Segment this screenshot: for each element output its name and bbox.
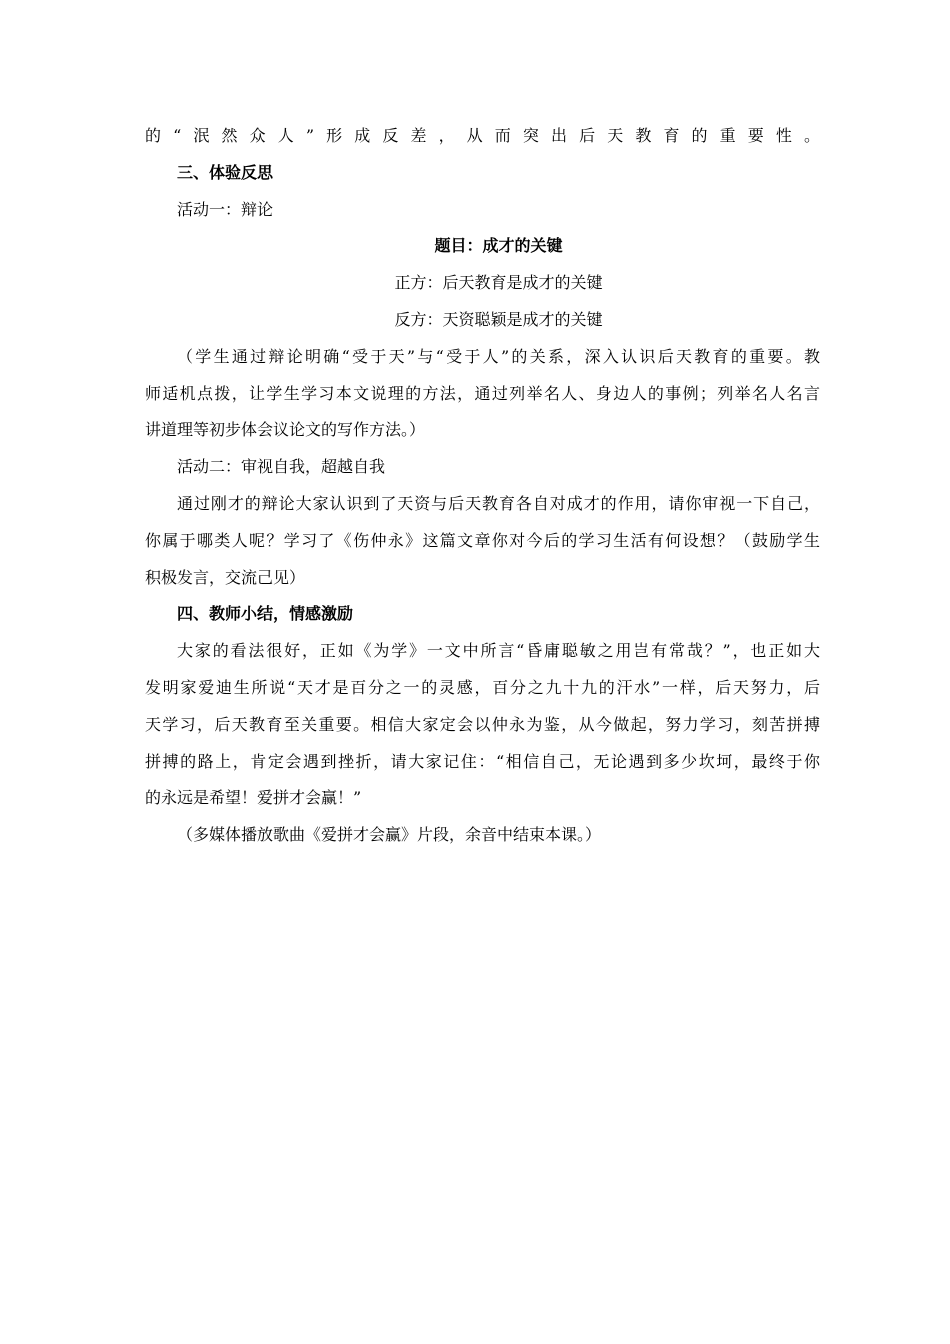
- paragraph-line: （学生通过辩论明确“受于天”与“受于人”的关系，深入认识后天教育的重要。教: [177, 346, 820, 366]
- paragraph-line: 你属于哪类人呢？学习了《伤仲永》这篇文章你对今后的学习生活有何设想？（鼓励学生: [145, 530, 820, 550]
- paragraph-line: 的“泯然众人”形成反差，从而突出后天教育的重要性。: [145, 126, 820, 145]
- paragraph-line: 发明家爱迪生所说“天才是百分之一的灵感，百分之九十九的汗水”一样，后天努力，后: [145, 677, 820, 697]
- debate-negative: 反方：天资聪颖是成才的关键: [394, 309, 603, 329]
- debate-affirmative: 正方：后天教育是成才的关键: [394, 273, 603, 293]
- paragraph-line: 通过刚才的辩论大家认识到了天资与后天教育各自对成才的作用，请你审视一下自己，: [177, 493, 820, 513]
- activity-one-title: 活动一：辩论: [177, 199, 274, 219]
- paragraph-line: 积极发言，交流己见）: [145, 567, 306, 587]
- paragraph-line: 的永远是希望！爱拼才会赢！”: [145, 788, 362, 808]
- activity-two-title: 活动二：审视自我，超越自我: [177, 457, 386, 477]
- closing-note: （多媒体播放歌曲《爱拼才会赢》片段，余音中结束本课。）: [177, 825, 602, 845]
- document-body: [145, 118, 820, 854]
- section-heading-summary: 四、教师小结，情感激励: [177, 604, 354, 624]
- paragraph-line: 大家的看法很好，正如《为学》一文中所言“昏庸聪敏之用岂有常哉？”，也正如大: [177, 641, 820, 661]
- paragraph-line: 师适机点拨，让学生学习本文说理的方法，通过列举名人、身边人的事例；列举名人名言: [145, 383, 820, 403]
- debate-topic: 题目：成才的关键: [434, 236, 563, 256]
- paragraph-line: 拼搏的路上，肯定会遇到挫折，请大家记住：“相信自己，无论遇到多少坎坷，最终于你: [145, 751, 820, 771]
- paragraph-line: 讲道理等初步体会议论文的写作方法。）: [145, 420, 426, 440]
- section-heading-reflection: 三、体验反思: [177, 162, 274, 182]
- paragraph-line: 天学习，后天教育至关重要。相信大家定会以仲永为鉴，从今做起，努力学习，刻苦拼搏: [145, 714, 820, 734]
